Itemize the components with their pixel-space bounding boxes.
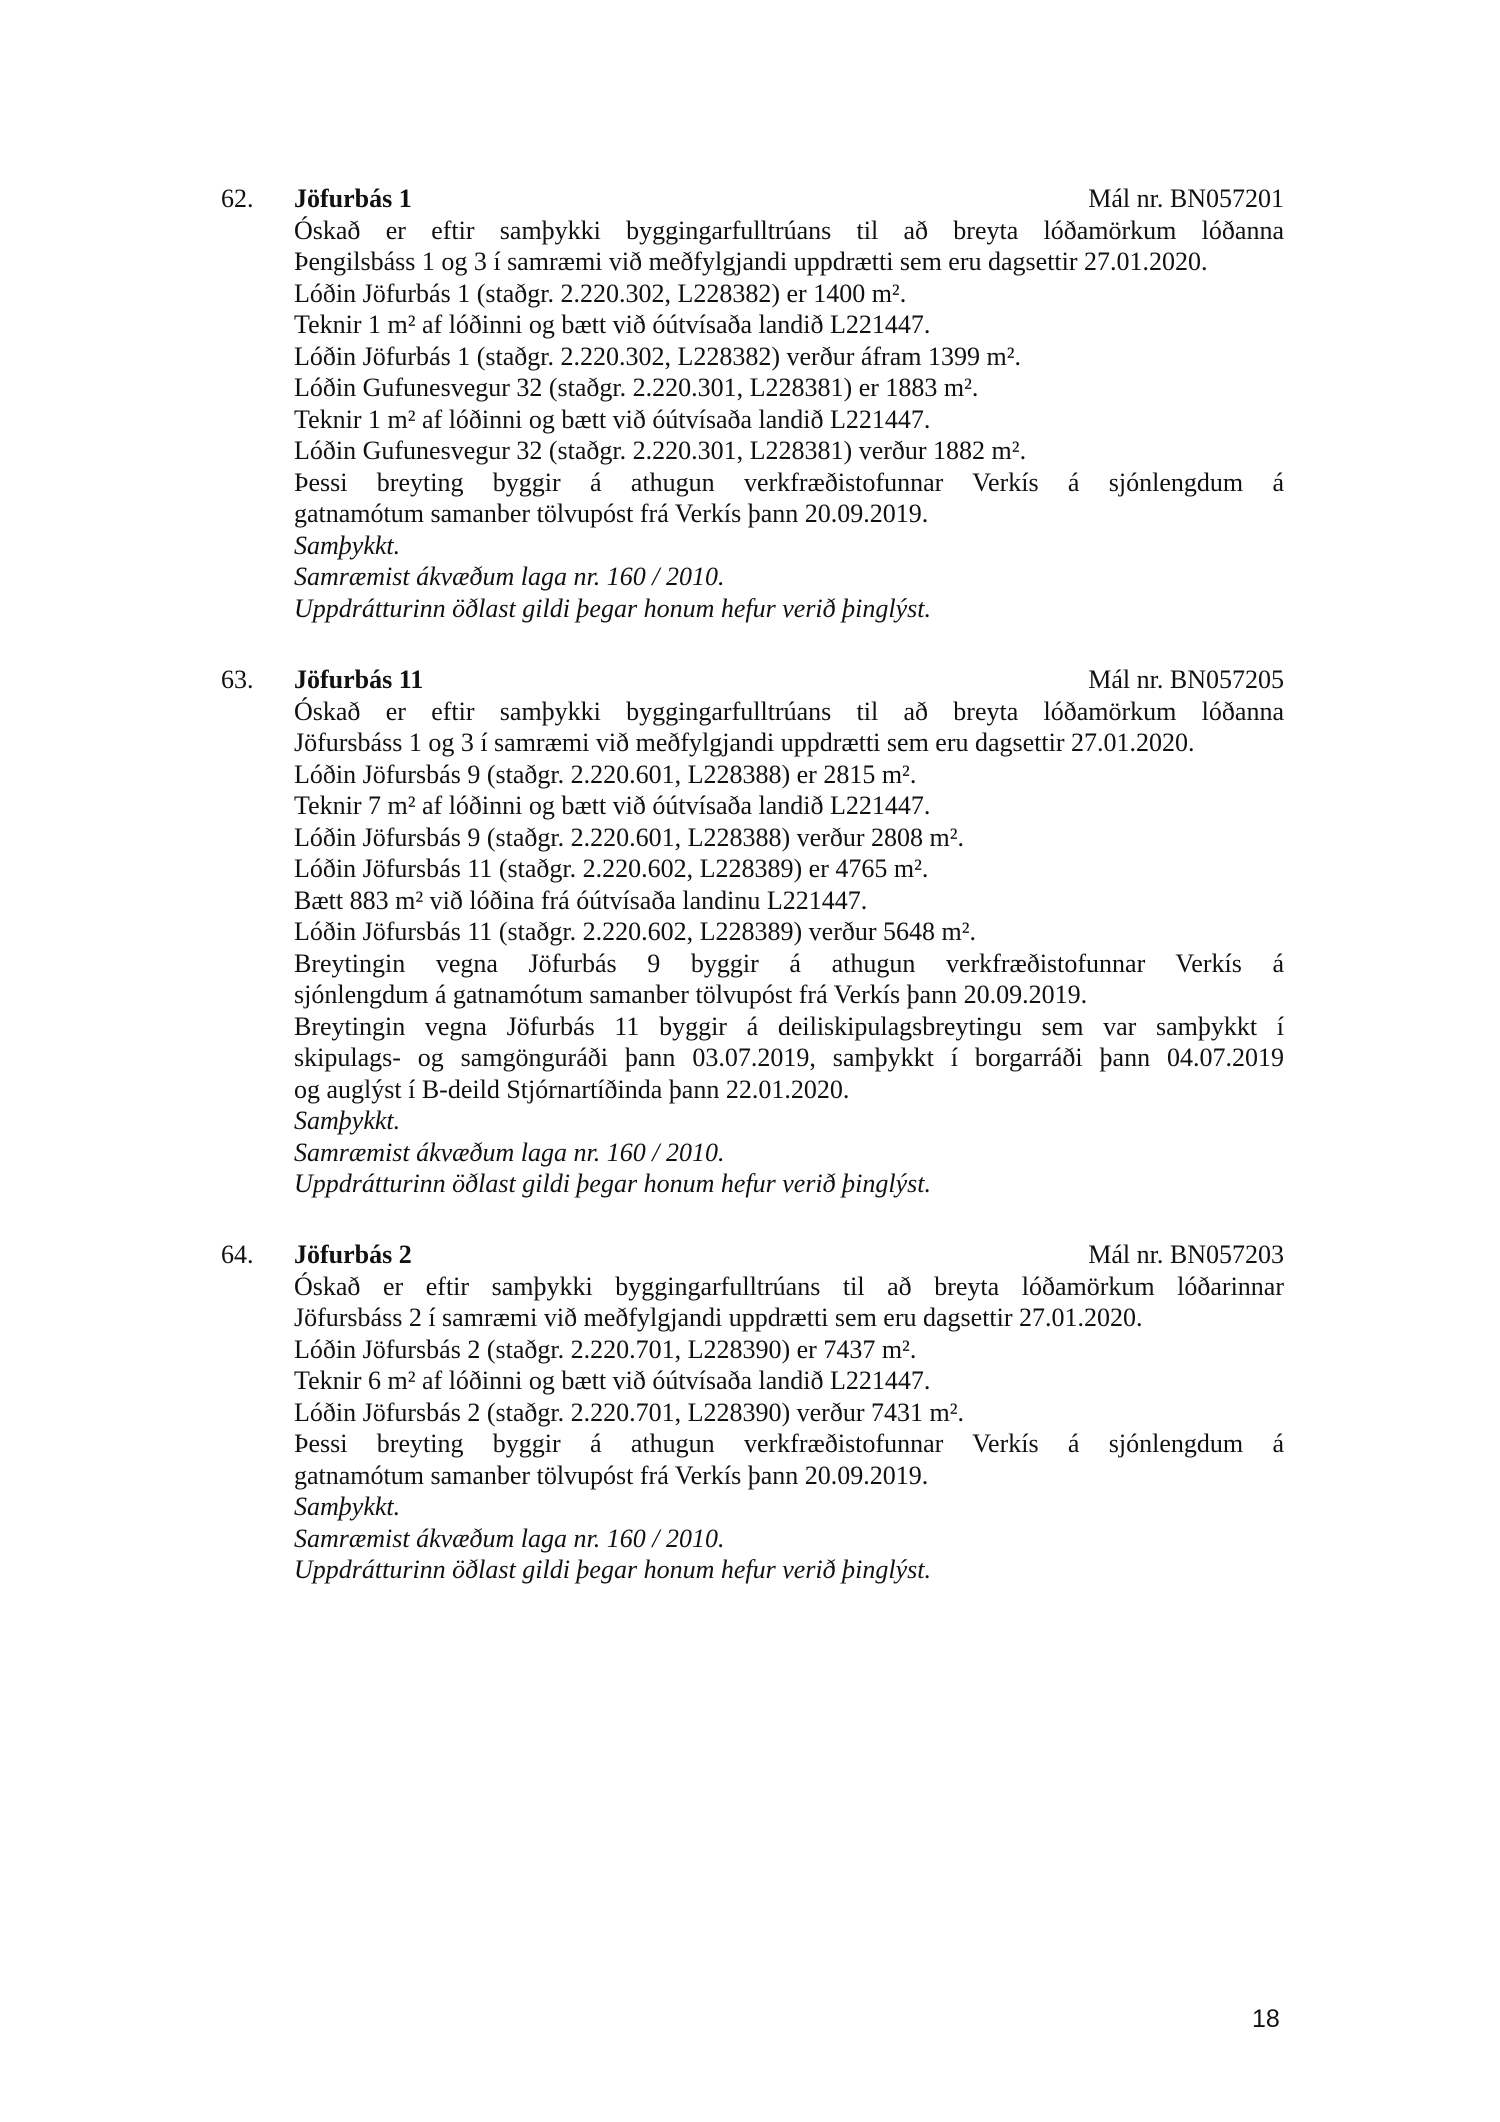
body-line: Jöfursbáss 2 í samræmi við meðfylgjandi uppdrætti sem eru dagsettir 27.01.2020. bbox=[294, 1303, 1143, 1332]
decision-line: Samræmist ákvæðum laga nr. 160 / 2010. bbox=[294, 1523, 725, 1553]
body-line: gatnamótum samanber tölvupóst frá Verkís þann 20.09.2019. bbox=[294, 499, 929, 528]
body-line: Lóðin Jöfursbás 9 (staðgr. 2.220.601, L228388) verður 2808 m². bbox=[294, 822, 964, 852]
body-line: gatnamótum samanber tölvupóst frá Verkís þann 20.09.2019. bbox=[294, 1460, 929, 1490]
body-line: Teknir 1 m² af lóðinni og bætt við óútvísaða landið L221447. bbox=[294, 310, 931, 339]
decision-line: Uppdrátturinn öðlast gildi þegar honum hefur verið þinglýst. bbox=[294, 1169, 931, 1198]
body-line: Teknir 7 m² af lóðinni og bætt við óútvísaða landið L221447. bbox=[294, 791, 931, 820]
page-number: 18 bbox=[1252, 2005, 1280, 2033]
body-line: Óskað er eftir samþykki byggingarfulltrúans til að breyta lóðamörkum lóðanna bbox=[294, 696, 1284, 726]
body-line: og auglýst í B-deild Stjórnartíðinda þann 22.01.2020. bbox=[294, 1074, 850, 1104]
decision-line: Samþykkt. bbox=[294, 530, 401, 560]
case-header bbox=[221, 183, 1284, 215]
case-header bbox=[221, 1239, 1284, 1271]
body-line: Óskað er eftir samþykki byggingarfulltrúans til að breyta lóðamörkum lóðarinnar bbox=[294, 1271, 1284, 1301]
case-header bbox=[221, 664, 1284, 696]
body-line: Teknir 1 m² af lóðinni og bætt við óútvísaða landið L221447. bbox=[294, 404, 931, 434]
body-line: Lóðin Gufunesvegur 32 (staðgr. 2.220.301, L228381) er 1883 m². bbox=[294, 373, 979, 402]
case-item bbox=[221, 664, 1284, 1200]
body-line: Bætt 883 m² við lóðina frá óútvísaða landinu L221447. bbox=[294, 885, 868, 915]
body-line: Lóðin Jöfursbás 9 (staðgr. 2.220.601, L228388) er 2815 m². bbox=[294, 759, 917, 789]
body-line: sjónlengdum á gatnamótum samanber tölvupóst frá Verkís þann 20.09.2019. bbox=[294, 980, 1088, 1009]
decision-line: Uppdrátturinn öðlast gildi þegar honum hefur verið þinglýst. bbox=[294, 593, 931, 623]
body-line: Lóðin Jöfurbás 1 (staðgr. 2.220.302, L228382) verður áfram 1399 m². bbox=[294, 341, 1021, 371]
case-title: Jöfurbás 2 bbox=[294, 1240, 412, 1269]
body-line: Teknir 6 m² af lóðinni og bætt við óútvísaða landið L221447. bbox=[294, 1366, 931, 1395]
body-line: Jöfursbáss 1 og 3 í samræmi við meðfylgjandi uppdrætti sem eru dagsettir 27.01.2020. bbox=[294, 728, 1195, 757]
case-title: Jöfurbás 1 bbox=[294, 184, 412, 213]
case-title: Jöfurbás 11 bbox=[294, 665, 424, 694]
case-item bbox=[221, 183, 1284, 624]
decision-line: Samræmist ákvæðum laga nr. 160 / 2010. bbox=[294, 562, 725, 591]
body-line: Breytingin vegna Jöfurbás 9 byggir á athugun verkfræðistofunnar Verkís á bbox=[294, 948, 1284, 978]
body-line: Þengilsbáss 1 og 3 í samræmi við meðfylgjandi uppdrætti sem eru dagsettir 27.01.2020. bbox=[294, 247, 1208, 276]
case-item bbox=[221, 1239, 1284, 1586]
case-body bbox=[294, 696, 1284, 1200]
case-number: 63. bbox=[221, 665, 254, 694]
case-reference: Mál nr. BN057201 bbox=[1088, 184, 1284, 213]
body-line: Óskað er eftir samþykki byggingarfulltrúans til að breyta lóðamörkum lóðanna bbox=[294, 215, 1284, 245]
case-reference: Mál nr. BN057205 bbox=[1088, 665, 1284, 694]
body-line: Lóðin Jöfurbás 1 (staðgr. 2.220.302, L228382) er 1400 m². bbox=[294, 278, 907, 308]
decision-line: Samræmist ákvæðum laga nr. 160 / 2010. bbox=[294, 1137, 725, 1167]
body-line: Lóðin Jöfursbás 2 (staðgr. 2.220.701, L228390) er 7437 m². bbox=[294, 1334, 917, 1364]
decision-line: Uppdrátturinn öðlast gildi þegar honum hefur verið þinglýst. bbox=[294, 1555, 931, 1584]
body-line: Þessi breyting byggir á athugun verkfræðistofunnar Verkís á sjónlengdum á bbox=[294, 467, 1284, 497]
decision-line: Samþykkt. bbox=[294, 1106, 401, 1135]
body-line: skipulags- og samgönguráði þann 03.07.2019, samþykkt í borgarráði þann 04.07.2019 bbox=[294, 1043, 1284, 1072]
body-line: Lóðin Jöfursbás 11 (staðgr. 2.220.602, L228389) er 4765 m². bbox=[294, 854, 929, 883]
body-line: Breytingin vegna Jöfurbás 11 byggir á deiliskipulagsbreytingu sem var samþykkt í bbox=[294, 1011, 1284, 1041]
case-number: 64. bbox=[221, 1240, 254, 1269]
body-line: Lóðin Jöfursbás 11 (staðgr. 2.220.602, L228389) verður 5648 m². bbox=[294, 917, 977, 946]
case-body bbox=[294, 215, 1284, 625]
case-number: 62. bbox=[221, 184, 254, 213]
case-reference: Mál nr. BN057203 bbox=[1088, 1240, 1284, 1269]
body-line: Þessi breyting byggir á athugun verkfræðistofunnar Verkís á sjónlengdum á bbox=[294, 1429, 1284, 1458]
decision-line: Samþykkt. bbox=[294, 1492, 401, 1521]
case-body bbox=[294, 1271, 1284, 1586]
body-line: Lóðin Jöfursbás 2 (staðgr. 2.220.701, L228390) verður 7431 m². bbox=[294, 1397, 964, 1427]
body-line: Lóðin Gufunesvegur 32 (staðgr. 2.220.301, L228381) verður 1882 m². bbox=[294, 436, 1027, 465]
